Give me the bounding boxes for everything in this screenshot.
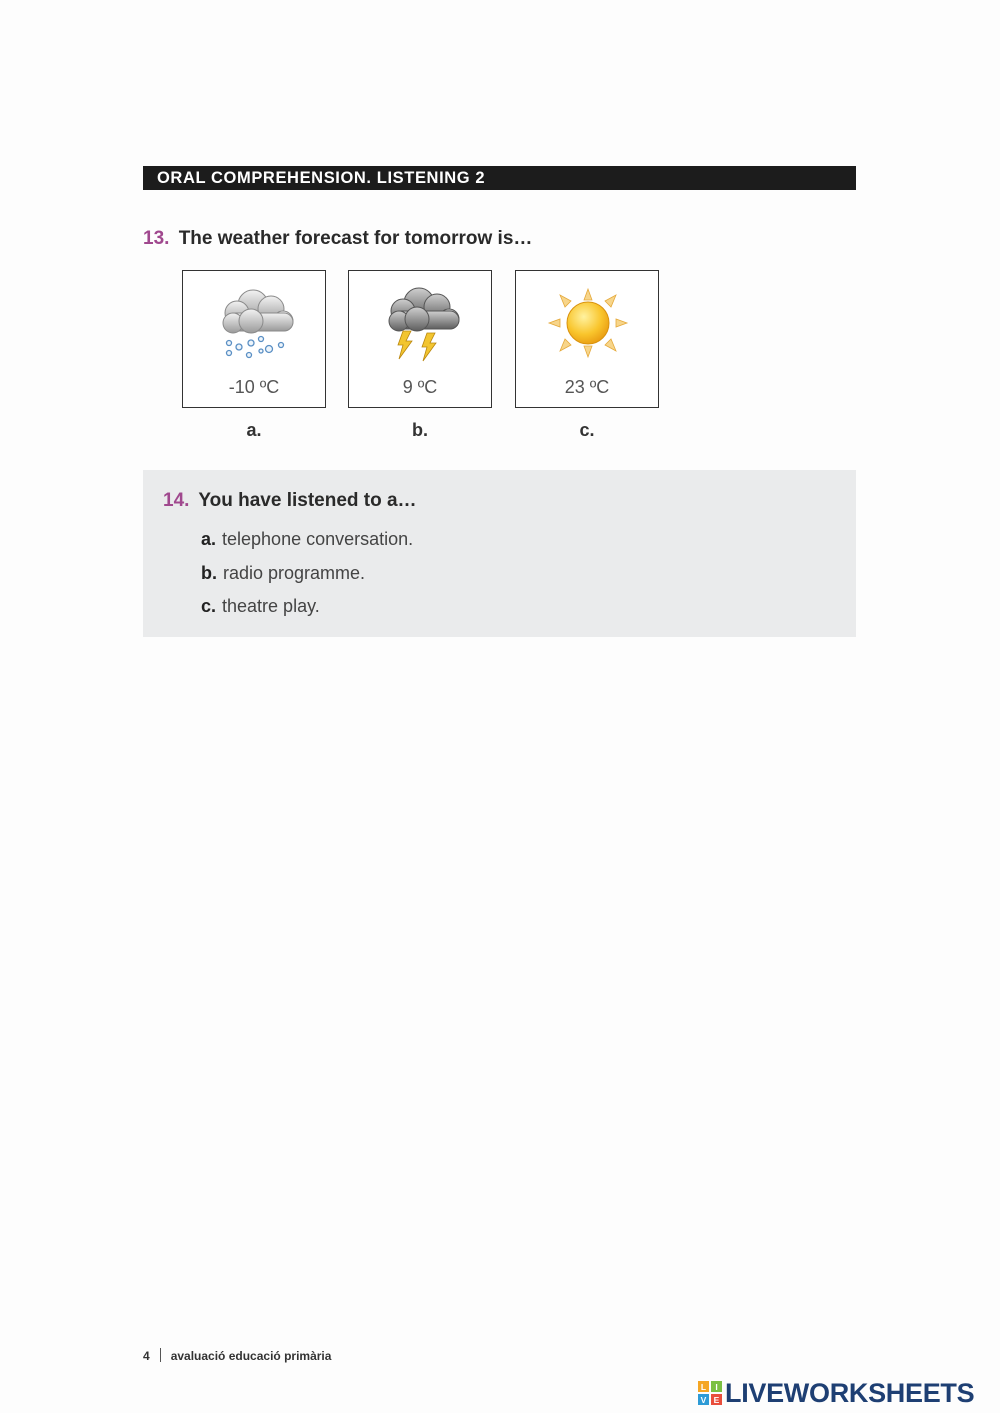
page-footer [143, 1348, 331, 1363]
snow-cloud-icon [205, 283, 305, 363]
logo-letter: E [713, 1395, 720, 1405]
question-number: 13. [143, 228, 170, 249]
answer-letter: c. [201, 596, 217, 616]
question-number: 14. [163, 490, 190, 511]
answer-a[interactable] [201, 529, 413, 550]
answer-text: telephone conversation. [222, 529, 414, 549]
logo-letter: V [700, 1395, 707, 1405]
answer-letter: a. [201, 529, 217, 549]
answer-c[interactable] [201, 596, 320, 617]
logo-letter: I [715, 1382, 718, 1392]
answer-text: theatre play. [222, 596, 320, 616]
temperature-label: -10 ºC [228, 377, 280, 397]
question-14-panel [143, 470, 856, 637]
temperature-label: 9 ºC [402, 377, 438, 397]
option-c-letter: c. [579, 420, 595, 440]
answer-text: radio programme. [223, 563, 366, 583]
question-13 [143, 228, 532, 250]
liveworksheets-logo-icon [698, 1381, 722, 1405]
option-b-letter: b. [412, 420, 428, 440]
answer-b[interactable] [201, 563, 365, 584]
option-c-box[interactable] [515, 270, 659, 408]
option-b-box[interactable] [348, 270, 492, 408]
footer-title: avaluació educació primària [170, 1349, 332, 1363]
sun-icon [538, 283, 638, 363]
answer-letter: b. [201, 563, 217, 583]
logo-letter: L [700, 1382, 707, 1392]
question-text: You have listened to a… [198, 490, 417, 511]
brand-name: LIVEWORKSHEETS [725, 1378, 975, 1408]
option-a-letter: a. [246, 420, 262, 440]
temperature-label: 23 ºC [564, 377, 610, 397]
section-header: ORAL COMPREHENSION. LISTENING 2 [143, 166, 856, 190]
thunderstorm-icon [371, 283, 471, 363]
question-text: The weather forecast for tomorrow is… [178, 228, 533, 249]
page-number: 4 [143, 1349, 150, 1363]
footer-divider [160, 1348, 161, 1362]
question-14 [163, 490, 417, 512]
option-a-box[interactable] [182, 270, 326, 408]
